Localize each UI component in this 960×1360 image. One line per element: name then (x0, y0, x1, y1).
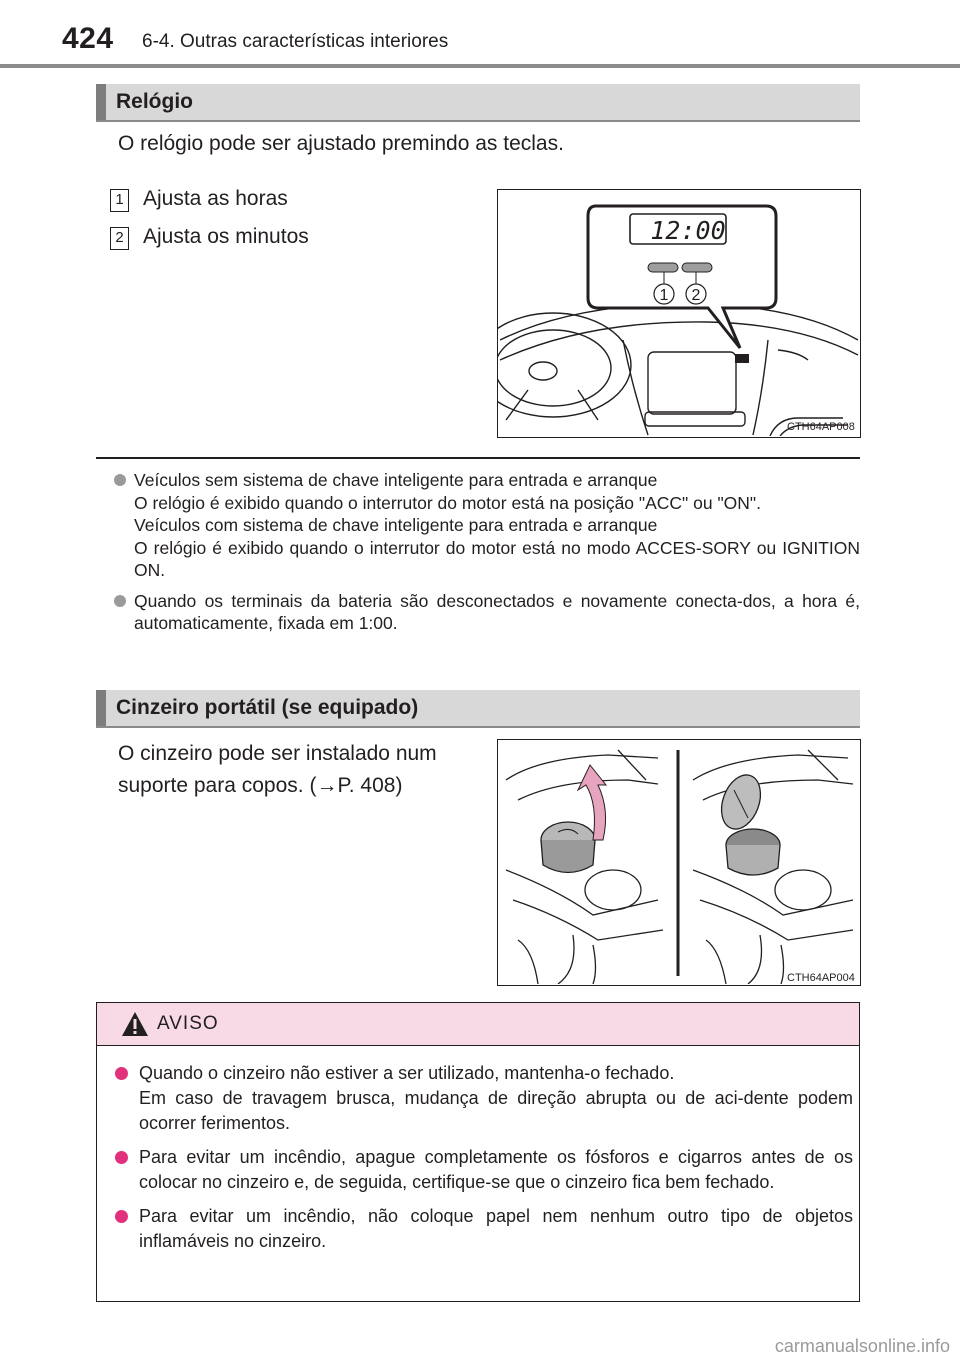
note-line: Quando os terminais da bateria são desconectados e novamente conecta-dos, a hora é, automaticamente, fixada em 1:00. (134, 590, 860, 633)
clock-unit-icon (735, 354, 749, 363)
page-number: 424 (62, 22, 114, 55)
warning-list (115, 1061, 853, 1263)
warning-item (115, 1061, 853, 1136)
warning-box (96, 1002, 860, 1302)
clock-figure (497, 189, 861, 438)
warning-triangle-icon (121, 1011, 149, 1037)
warning-title: AVISO (157, 1013, 219, 1034)
warning-line: Para evitar um incêndio, não coloque papel nem nenhum outro tipo de objetos inflamáveis no cinzeiro. (139, 1206, 853, 1251)
section-heading-ashtray (96, 690, 860, 728)
figure-code: CTH64AP004 (787, 972, 855, 984)
hour-button (648, 263, 678, 272)
section-heading-text: Relógio (116, 90, 193, 113)
warning-header (97, 1003, 859, 1046)
header-divider (0, 64, 960, 68)
callout-number-1: 1 (110, 189, 129, 212)
bullet-icon (114, 595, 126, 607)
ashtray-lid (715, 770, 768, 835)
figure-code: CTH64AP008 (787, 421, 855, 433)
minute-button (682, 263, 712, 272)
ashtray-intro-line-1: O cinzeiro pode ser instalado num (118, 742, 437, 765)
section-heading-bar (96, 84, 106, 120)
note-line: Veículos sem sistema de chave inteligente para entrada e arranque (134, 470, 658, 490)
note-item (114, 469, 860, 582)
note-line: O relógio é exibido quando o interrutor do motor está no modo ACCES-SORY ou IGNITION ON. (134, 537, 860, 580)
warning-item (115, 1145, 853, 1195)
warning-line: Em caso de travagem brusca, mudança de direção abrupta ou de aci-dente podem ocorrer ferimentos. (139, 1088, 853, 1133)
callout-circle-1: 1 (659, 287, 669, 304)
clock-item-hours: Ajusta as horas (143, 187, 288, 210)
clock-item-minutes: Ajusta os minutos (143, 225, 309, 248)
section-heading-clock (96, 84, 860, 122)
watermark: carmanualsonline.info (774, 1336, 950, 1356)
warning-item (115, 1204, 853, 1254)
clock-intro-text: O relógio pode ser ajustado premindo as teclas. (118, 132, 564, 155)
warning-bullet-icon (115, 1151, 128, 1164)
callout-number-2: 2 (110, 227, 129, 250)
notes-divider (96, 457, 860, 459)
ashtray-intro-line-2: suporte para copos. (→P. 408) (118, 774, 403, 797)
warning-bullet-icon (115, 1067, 128, 1080)
callout-circle-2: 2 (691, 287, 701, 304)
chapter-title: 6-4. Outras características interiores (142, 31, 449, 52)
note-line: Veículos com sistema de chave inteligente para entrada e arranque (134, 515, 658, 535)
clock-notes (114, 469, 860, 643)
warning-line: Quando o cinzeiro não estiver a ser utilizado, mantenha-o fechado. (139, 1063, 675, 1083)
clock-display-time: 12:00 (650, 216, 726, 245)
warning-line: Para evitar um incêndio, apague completamente os fósforos e cigarros antes de os colocar no cinzeiro e, de seguida, certifique-se que o cinzeiro fica bem fechado. (139, 1147, 853, 1192)
bullet-icon (114, 474, 126, 486)
warning-bullet-icon (115, 1210, 128, 1223)
note-item (114, 590, 860, 635)
section-heading-bar (96, 690, 106, 726)
ashtray-illustration (498, 740, 859, 984)
dashboard-illustration (498, 190, 859, 436)
ashtray-figure (497, 739, 861, 986)
note-line: O relógio é exibido quando o interrutor do motor está na posição "ACC" ou "ON". (134, 492, 761, 513)
section-heading-text: Cinzeiro portátil (se equipado) (116, 696, 419, 719)
